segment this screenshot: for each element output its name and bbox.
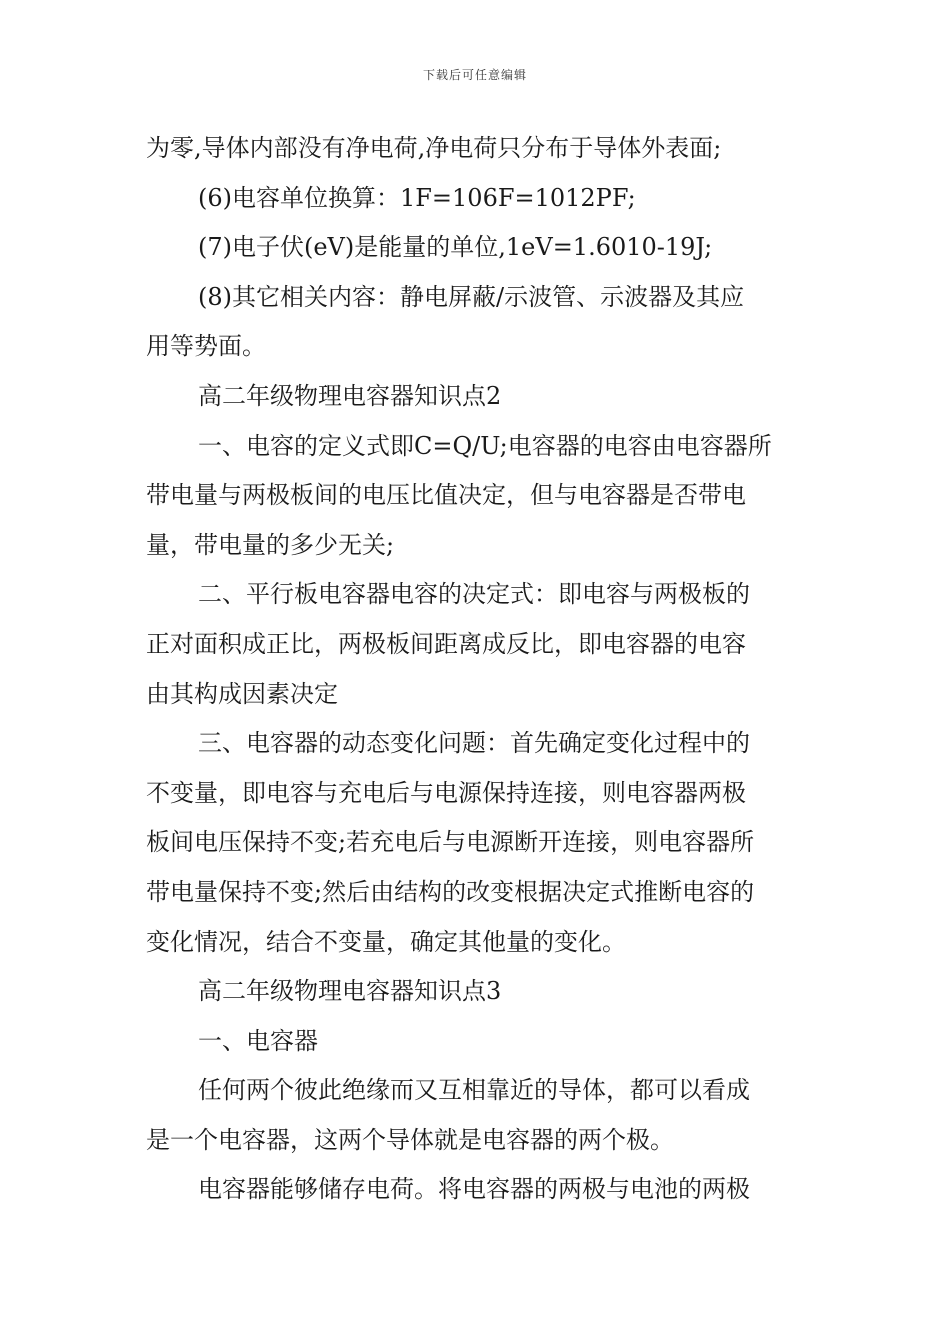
body-line: 由其构成因素决定 [146, 679, 338, 708]
page-header: 下载后可任意编辑 [422, 68, 527, 82]
body-line: 板间电压保持不变;若充电后与电源断开连接，则电容器所 [146, 828, 755, 857]
section-heading: 高二年级物理电容器知识点2 [198, 381, 502, 410]
body-line: (6)电容单位换算：1F=106F=1012PF; [198, 183, 636, 212]
body-line: 带电量保持不变;然后由结构的改变根据决定式推断电容的 [146, 877, 755, 906]
body-line: 二、平行板电容器电容的决定式：即电容与两极板的 [198, 580, 750, 609]
body-line: 一、电容的定义式即C=Q/U;电容器的电容由电容器所 [198, 431, 772, 460]
document-body [146, 124, 808, 1215]
body-line: (7)电子伏(eV)是能量的单位,1eV=1.6010-19J; [198, 233, 713, 262]
section-heading: 高二年级物理电容器知识点3 [198, 977, 502, 1006]
body-line: 为零,导体内部没有净电荷,净电荷只分布于导体外表面; [146, 134, 722, 162]
body-line: (8)其它相关内容：静电屏蔽/示波管、示波器及其应 [198, 282, 745, 311]
body-line: 是一个电容器，这两个导体就是电容器的两个极。 [146, 1125, 674, 1154]
body-line: 不变量，即电容与充电后与电源保持连接，则电容器两极 [146, 778, 746, 807]
body-line: 任何两个彼此绝缘而又互相靠近的导体，都可以看成 [198, 1076, 750, 1105]
body-line: 变化情况，结合不变量，确定其他量的变化。 [146, 927, 626, 956]
body-line: 三、电容器的动态变化问题：首先确定变化过程中的 [198, 729, 750, 758]
body-line: 量，带电量的多少无关; [146, 530, 395, 559]
body-line: 电容器能够储存电荷。将电容器的两极与电池的两极 [198, 1175, 750, 1204]
body-line: 用等势面。 [146, 332, 266, 361]
body-line: 正对面积成正比，两极板间距离成反比，即电容器的电容 [146, 629, 746, 658]
body-line: 带电量与两极板间的电压比值决定，但与电容器是否带电 [146, 481, 746, 510]
subsection-heading: 一、电容器 [198, 1026, 318, 1055]
